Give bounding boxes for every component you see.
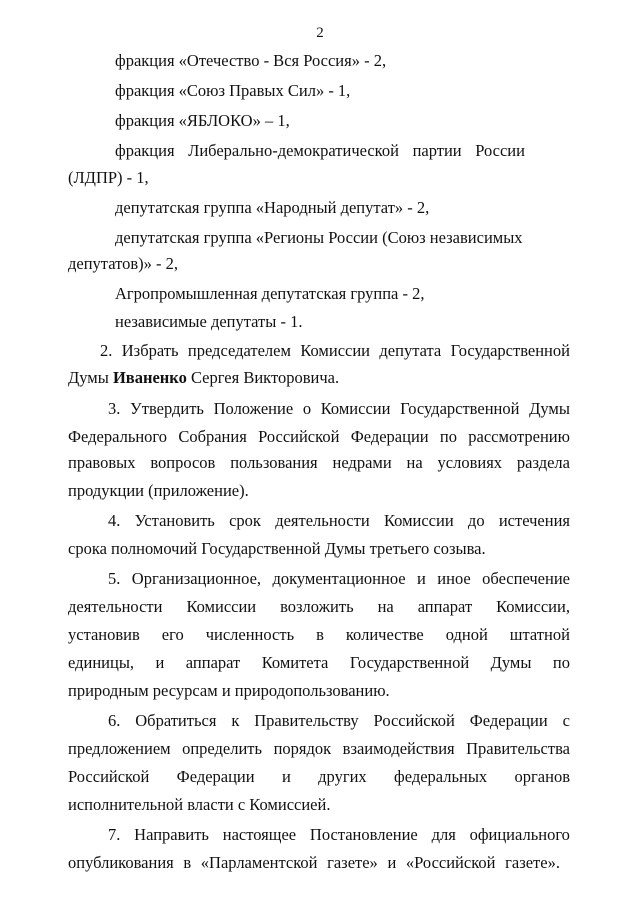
word: Установить xyxy=(134,511,215,530)
word: Государственной xyxy=(450,341,570,360)
word: Избрать xyxy=(121,341,179,360)
word: 3. xyxy=(108,399,121,418)
word: иное xyxy=(437,569,471,588)
paragraph-item3-line1 xyxy=(108,398,570,420)
word: для xyxy=(431,825,456,844)
word: 2. xyxy=(100,341,113,360)
word: о xyxy=(302,399,312,418)
word: депутата xyxy=(379,341,442,360)
word: Федерального xyxy=(68,427,168,446)
word: 6. xyxy=(108,711,121,730)
paragraph-item3-line3 xyxy=(68,452,570,474)
word: Утвердить xyxy=(130,399,204,418)
word: аппарат xyxy=(417,597,473,616)
word: настоящее xyxy=(222,825,297,844)
paragraph-item6-line3 xyxy=(68,766,570,788)
word: «Парламентской xyxy=(200,853,318,872)
paragraph-item5-line2 xyxy=(68,596,570,618)
word: на xyxy=(406,453,423,472)
list-item-faction-otechestvo: фракция «Отечество - Вся Россия» - 2, xyxy=(115,51,387,70)
word: обеспечение xyxy=(482,569,570,588)
list-item-group-narodny: депутатская группа «Народный депутат» - 2, xyxy=(115,198,430,217)
list-item-independent: независимые депутаты - 1. xyxy=(115,312,303,331)
paragraph-item5-line4 xyxy=(68,652,570,674)
word: рассмотрению xyxy=(468,427,570,446)
word: Думы xyxy=(490,653,532,672)
paragraph-item7-line1 xyxy=(108,824,570,846)
word: Федерации xyxy=(176,767,255,786)
word: срок xyxy=(229,511,261,530)
word: и xyxy=(155,653,165,672)
chairman-surname: Иваненко xyxy=(112,368,187,387)
word: с xyxy=(562,711,570,730)
word: определить xyxy=(182,739,263,758)
word: количестве xyxy=(345,625,424,644)
list-item-group-regiony-line2: депутатов)» - 2, xyxy=(68,254,179,273)
list-item-faction-ldpr-line1 xyxy=(115,140,525,162)
word: в xyxy=(316,625,324,644)
word: и xyxy=(387,853,397,872)
text: Сергея Викторовича. xyxy=(186,368,340,387)
text: Думы xyxy=(68,368,113,387)
word: Комиссии, xyxy=(496,597,570,616)
word: газете». xyxy=(505,853,560,872)
word: установив xyxy=(68,625,140,644)
word: фракция xyxy=(115,141,175,160)
word: Федерации xyxy=(350,427,429,446)
word: Государственной xyxy=(349,653,470,672)
word: Постановление xyxy=(309,825,418,844)
word: правовых xyxy=(68,453,136,472)
word: Направить xyxy=(134,825,209,844)
word: и xyxy=(417,569,426,588)
paragraph-item2-line1 xyxy=(100,340,570,362)
word: партии xyxy=(412,141,462,160)
word: Комиссии xyxy=(383,511,454,530)
word: Комиссии xyxy=(300,341,371,360)
paragraph-item5-line3 xyxy=(68,624,570,646)
paragraph-item6-line2 xyxy=(68,738,570,760)
paragraph-item5-line1 xyxy=(108,568,570,590)
word: России xyxy=(475,141,525,160)
word: Обратиться xyxy=(135,711,217,730)
word: взаимодействия xyxy=(342,739,455,758)
word: аппарат xyxy=(185,653,241,672)
word: Правительству xyxy=(254,711,359,730)
word: Государственной xyxy=(400,399,520,418)
word: «Российской xyxy=(405,853,496,872)
list-item-faction-sps: фракция «Союз Правых Сил» - 1, xyxy=(115,81,351,100)
word: газете» xyxy=(327,853,378,872)
word: в xyxy=(183,853,192,872)
word: порядок xyxy=(273,739,332,758)
word: возложить xyxy=(280,597,354,616)
word: Правительства xyxy=(466,739,570,758)
word: Комитета xyxy=(261,653,329,672)
word: деятельности xyxy=(275,511,370,530)
paragraph-item4-line1 xyxy=(108,510,570,532)
word: условиях xyxy=(437,453,503,472)
word: Российской xyxy=(373,711,455,730)
list-item-group-regiony-line1: депутатская группа «Регионы России (Союз независимых xyxy=(115,228,523,247)
word: Российской xyxy=(258,427,340,446)
word: других xyxy=(318,767,367,786)
word: вопросов xyxy=(150,453,216,472)
word: до xyxy=(467,511,485,530)
word: Собрания xyxy=(178,427,247,446)
list-item-faction-ldpr-line2: (ЛДПР) - 1, xyxy=(68,168,149,187)
word: недрами xyxy=(332,453,392,472)
paragraph-item6-line4: исполнительной власти с Комиссией. xyxy=(68,795,331,814)
word: единицы, xyxy=(68,653,135,672)
word: по xyxy=(439,427,457,446)
word: органов xyxy=(514,767,570,786)
paragraph-item4-line2: срока полномочий Государственной Думы третьего созыва. xyxy=(68,539,486,558)
word: пользования xyxy=(230,453,318,472)
word: Организационное, xyxy=(131,569,262,588)
paragraph-item5-line5: природным ресурсам и природопользованию. xyxy=(68,681,390,700)
word: к xyxy=(231,711,240,730)
word: и xyxy=(281,767,291,786)
word: федеральных xyxy=(394,767,488,786)
paragraph-item3-line2 xyxy=(68,426,570,448)
word: Положение xyxy=(213,399,294,418)
word: раздела xyxy=(516,453,570,472)
word: председателем xyxy=(187,341,291,360)
word: его xyxy=(161,625,184,644)
word: предложением xyxy=(68,739,171,758)
paragraph-item7-line2 xyxy=(68,852,560,874)
paragraph-item6-line1 xyxy=(108,710,570,732)
word: Комиссии xyxy=(186,597,257,616)
word: Думы xyxy=(529,399,570,418)
page-number: 2 xyxy=(316,25,324,41)
list-item-group-agro: Агропромышленная депутатская группа - 2, xyxy=(115,284,425,303)
word: опубликования xyxy=(68,853,174,872)
word: Российской xyxy=(68,767,150,786)
word: 7. xyxy=(108,825,121,844)
word: численность xyxy=(205,625,295,644)
paragraph-item3-line4: продукции (приложение). xyxy=(68,481,249,500)
word: Федерации xyxy=(469,711,548,730)
word: официального xyxy=(469,825,570,844)
list-item-faction-yabloko: фракция «ЯБЛОКО» – 1, xyxy=(115,111,290,130)
word: на xyxy=(377,597,394,616)
word: Комиссии xyxy=(320,399,391,418)
word: 5. xyxy=(108,569,121,588)
word: одной xyxy=(445,625,488,644)
word: по xyxy=(552,653,570,672)
word: истечения xyxy=(498,511,570,530)
word: деятельности xyxy=(68,597,163,616)
word: документационное xyxy=(272,569,406,588)
word: Либерально-демократической xyxy=(188,141,399,160)
paragraph-item2-line2 xyxy=(68,367,339,389)
word: штатной xyxy=(509,625,570,644)
word: 4. xyxy=(108,511,121,530)
